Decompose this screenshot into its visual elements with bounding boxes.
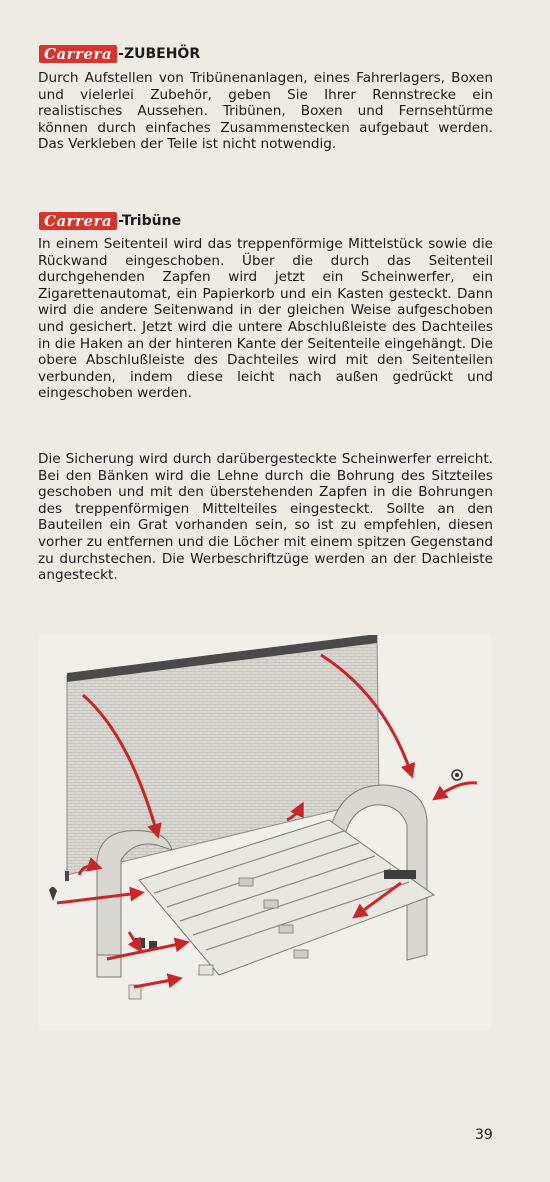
section-heading-zubehoer bbox=[39, 45, 200, 63]
paragraph-zubehoer: Durch Aufstellen von Tribünenanlagen, eines Fahrerlagers, Boxen und vielerlei Zubehör, geben Sie Ihrer Rennstrecke ein realistisches Aussehen. Tribünen, Boxen und Fernsehtürme können durch einfaches Zusammenstecken aufgebaut werden. Das Verkleben der Teile ist nicht notwendig. bbox=[38, 70, 493, 153]
carrera-logo: Carrera bbox=[39, 212, 117, 230]
heading-zubehoer-text: -ZUBEHÖR bbox=[118, 46, 201, 62]
page-number: 39 bbox=[475, 1127, 493, 1143]
grandstand-assembly-drawing bbox=[39, 635, 491, 1030]
paragraph-tribuene-securing: Die Sicherung wird durch darübergesteckte Scheinwerfer erreicht. Bei den Bänken wird die Lehne durch die Bohrung des Sitzteiles geschoben und mit den überstehenden Zapfen in die Bohrungen des treppenförmigen Mittelteiles eingesteckt. Sollte an den Bauteilen ein Grat vorhanden sein, so ist zu empfehlen, diesen vorher zu entfernen und die Löcher mit einem spitzen Gegenstand zu durchstechen. Die Werbeschriftzüge werden an der Dachleiste angesteckt. bbox=[38, 451, 493, 584]
section-heading-tribuene bbox=[39, 212, 181, 230]
carrera-logo: Carrera bbox=[39, 45, 117, 63]
paragraph-tribuene-assembly: In einem Seitenteil wird das treppenförmige Mittelstück sowie die Rückwand eingeschoben. Über die durch das Seitenteil durchgehenden Zapfen wird jetzt ein Scheinwerfer, ein Zigarettenautomat, ein Papierkorb und ein Kasten gesteckt. Dann wird die andere Seitenwand in der gleichen Weise aufgeschoben und gesichert. Jetzt wird die untere Abschlußleiste des Dachteiles in die Haken an der hinteren Kante der Seitenteile eingehängt. Die obere Abschlußleiste des Dachteiles wird mit den Seitenteilen verbunden, indem diese leicht nach außen gedrückt und eingeschoben werden. bbox=[38, 236, 493, 402]
heading-tribuene-text: -Tribüne bbox=[118, 213, 182, 229]
grandstand-assembly-illustration bbox=[39, 635, 491, 1030]
